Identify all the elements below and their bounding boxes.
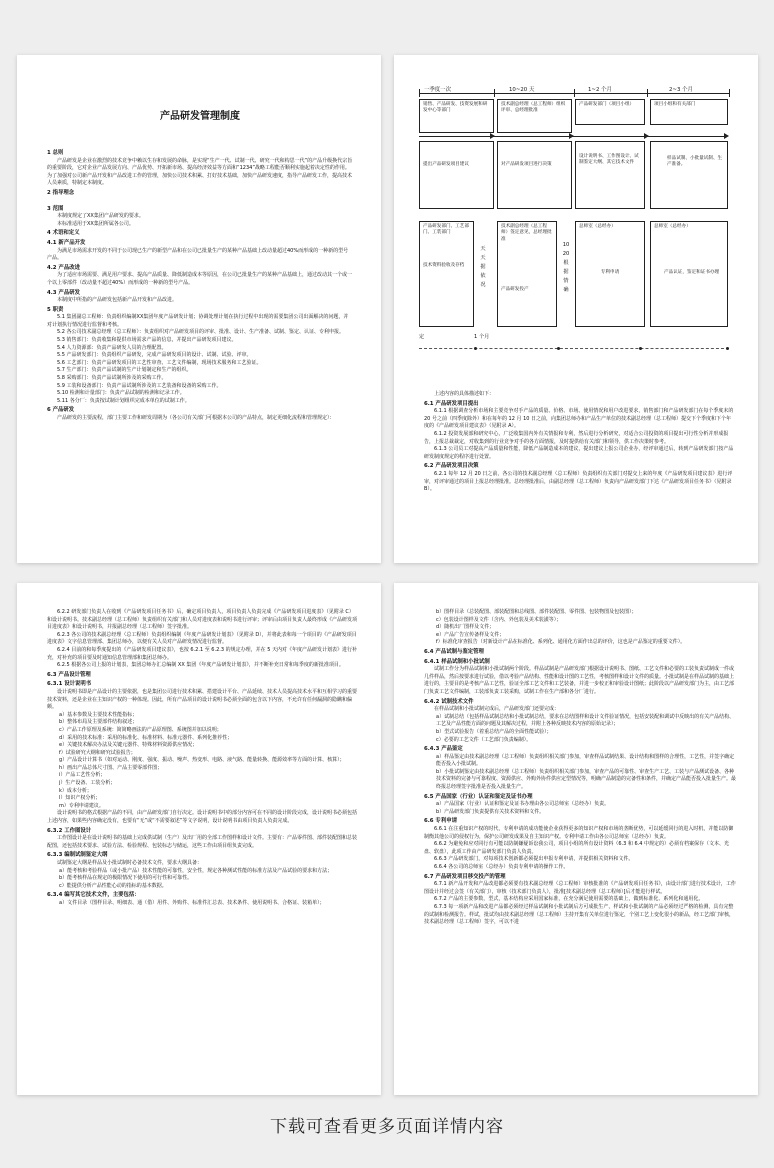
flow-box-body: 专利申请 [600,270,620,276]
list-item: b）整体布局及主要部件结构叙述； [59,719,138,726]
list-item: b）型式试验报告（着重总结产品的全面性能试验）； [436,728,552,735]
paragraph: 6.2.1 每年 12 月 20 日之前，各公司的技术副总经理（总工程师）负责组织有关部门对提交上来的年度《产品研发项目建议表》进行评审，对评审通过的项目上报总经理批准。总经理批准后，由副总经理（总工程师）负责向产品研发部门下达《产品研发项目任务书》（见附录 B）。 [424,470,733,493]
paragraph: 6.2.5 根据各公司上报的计划表，集团总师办汇总编制 XX 集团《年度产品研发计划表》，并不断补充日常和每季度的新批准项目。 [57,662,344,669]
flow-box-heading: 产品研发部门、工艺部门、工装部门 [423,224,469,236]
section-heading: 1 总则 [47,150,64,156]
section-heading: 6.3.3 编制试制鉴定大纲 [47,852,108,859]
page-4-body [424,609,736,927]
paragraph: 6.6.3 产品研发部门，对每项技术创新都必须提出申报专利申请，并提供相关资料和文件。 [434,856,634,863]
paragraph: 5.11 各分厂：负责按试制计划组织完成本单位的试制工作。 [57,397,190,404]
paragraph: 6.7.3 每一项新产品和改进产品都必须经过样品试制和小批试制后方可成批生产，样试和小批试制的产品必须经过严格的检测，具有完整的试制和检测报告。样试，批试均由技术副总经理（总工程师）主持开集有关单位进行鉴定，个别工艺上变化很小的新品，经工艺部门审核，技术副总经理（总工程师）签字，可以不进 [424,903,735,926]
section-heading: 4 术语和定义 [47,230,80,237]
list-item: c）包装设计图样及文件（含内、外包装及美术装潢等）； [436,616,562,623]
flow-box [419,221,474,327]
list-item: a）产品国家（行业）认证和鉴定及证书办理由各公司总师室（总经办）负责。 [436,801,610,808]
section-heading: 6.3 产品设计管理 [47,671,91,678]
list-item: e）产品广告宣传备样及文件； [436,631,505,638]
section-heading: 6.3.4 编写其它技术文件，主要包括： [47,892,140,899]
document-page-3 [17,583,381,1095]
paragraph: 5.5 产品研发部门：负责组织产品研发，完成产品研发项目的设计、试制、试验、评审。 [57,352,252,359]
paragraph: 本标准适用于XX集团所属各公司。 [57,220,134,227]
paragraph: 本制度规定了XX集团产品研发的要求。 [57,213,144,220]
download-more-caption: 下载可查看更多页面详情内容 [270,1117,504,1137]
paragraph: 5.1 集团副总工程师：负责组织编制XX集团年度产品研发计划；协调处理计划在执行过程中出现的需要集团公司出面解决的问题，并对计划执行情况进行监督和考核。 [47,314,349,328]
flow-box: 产品研发部门（项目小组） [575,99,645,125]
document-page-4 [394,583,758,1095]
flow-box: 销售、产品研发、技资发展和研发中心等部门 [419,99,494,133]
paragraph: 为了适应市场需要、满足用户要求、提高产品质量、降低制造成本等原因，在公司已批量生产的某种产品基础上，通过改动其一个或一个以上零部件（改动量不超过40%）而形成的一种新的型号产品。 [47,272,353,286]
page-3-body [47,609,357,908]
section-heading: 6 产品研发 [47,407,75,414]
flow-box: 提出产品研发项目建议 [419,141,494,209]
paragraph: 5.4 人力资源部：负责产品研发人员的合理配置。 [57,344,167,351]
list-item: a）文件目录（图样目录、明细表、通（借）用件、外购件、标准件汇总表、技术条件、使用说明书、合格证、装箱单）； [59,899,325,906]
list-item: l）知识产权分析； [59,795,101,802]
paragraph: 6.7.1 新产品开发和产品改进都必须要有技术副总经理（总工程师）审核批准的《产品研发项目任务书》，由设计部门进行技术设计，工作图设计并经过会签（有关部门），审核（技术部门负责人），批准[技术副总经理（总工程师）]后才能进行样试。 [424,881,736,895]
list-item: f）标准化审查报告（对新设计产品在标准化、系列化、通用化方面作出总的评价，这也是产品鉴定的重要文件）。 [436,639,686,646]
flow-note: 定 [419,334,425,340]
flow-box-body: 技术资料验收及存档 [423,262,465,268]
paragraph: 6.6.1 在注重知识产权的时代，专利申请的成功能使企业获得更多的知识产权和市场的垄断优势，可以延缓同行的进入时机，并能以防御制衡其他公司的侵权行为，保护公司研发成果及自主知识产权。专利申请工作由各公司总师室（总经办）负责。 [424,826,734,840]
list-item: j）生产设备、工装分析； [59,780,116,787]
list-item: a）能考核和考验样品（或小批产品）技术性能的可靠性，安全性，规定各种测试性能的标准方法及产品试验的要求和方法； [59,867,333,874]
paragraph: 6.2.3 各公司的技术副总经理（总工程师）负责组织编制《年度产品研发计划表》（见附录 D），并将此表和每一个项目的《产品研发项目进度表》文字信息管理部、集团总师办，以便有关人员对产品研发情况进行监督。 [47,631,357,646]
column-label: 1~2 个月 [588,87,612,93]
section-heading: 6.4 产品试制与鉴定管理 [424,648,484,655]
paragraph: 在样品试制和小批试制完成后，产品研发部门还要完成： [434,706,560,713]
section-heading: 6.1 产品研发项目提出 [424,400,479,407]
page-1-body [47,150,353,423]
paragraph: 设计说明书的格式根据产品的不同，由产品研发部门自行决定。设计说明书中的部分内容可在不同的设计阶段完成，设计说明书必须包括上述内容，如果些内容确定没有，也要有“无”或“不需要叙述”等文字说明，设计说明书由项目负责人负责完成。 [47,810,358,825]
paragraph: 6.2.4 目前的和每季度提出的《产品研发项目建议表》，也按 6.2.1 至 6.2.3 的规定办理，并在 5 天内对《年度产品研发计划表》进行补充，对补充的项目要及时通知信息管理部和集团总师办。 [47,646,357,661]
paragraph: 上述内容的具体描述如下： [434,391,495,397]
paragraph: 5.7 生产部门：负责产品试制的生产计划制定和生产的组织。 [57,367,192,374]
list-item: g）产品设计计算书（如对运动、刚度、强度、振动、噪声、热变形、电路、液气路、能量转换、能源效率等方面的计算、核算）； [59,757,345,764]
paragraph: 为满足市场需求开发的不同于公司现已生产的新型产品和在公司已批量生产的某种产品基础上改动量超过40%而形成的一种新的型号产品。 [47,247,349,262]
paragraph: 5.2 各公司技术副总经理（总工程师）：负责组织对产品研发项目的评审、批准、设计、生产准备、试制、鉴定、认证、专利申报。 [57,329,345,336]
list-item: c）能提供分析产品性能心动的指标的基本数据。 [59,882,167,889]
paragraph: 5.9 工装和设备部门：负责产品试制所涉及的工艺装备和设备的采购工作。 [57,382,222,389]
column-label: 10~20 天 [509,87,535,93]
flow-box [650,221,728,327]
section-heading: 6.7 产品研发项目移交投产的管理 [424,873,506,880]
flow-box: 对产品研发项目进行决策 [497,141,572,209]
list-item: i）产品工艺性分析； [59,772,106,779]
list-item: h）画出产品总体尺寸图、产品主要零部件图； [59,764,163,771]
section-heading: 6.3.2 工作图设计 [47,827,92,834]
list-item: b）产品研发部门负责提供有关技术资料和文件。 [436,808,545,815]
paragraph: 试制鉴定大纲是样品及小批试制时必备技术文件，要求大纲具备： [57,860,203,866]
flow-box: 设计说明书、工作图设计、试制鉴定大纲、其它技术文件 [575,141,645,209]
flow-box-heading: 总师室（总经办） [579,224,616,229]
vertical-note: 天天据依况 [480,246,486,288]
vertical-note: 10 20 根 据 情 确 [562,242,570,293]
column-label: 2~3 个月 [669,87,693,93]
list-item: c）必要的工艺文件（工艺部门负责编制）。 [436,736,532,743]
section-heading: 2 指导理念 [47,189,75,196]
list-item: f）试验研究大纲和研究试验报告； [59,749,136,756]
paragraph: 6.1.2 投资发展部和研究中心，广泛收集国内外有关情报和专利，然后进行分析研究，对适合公司投资的项目提出可行性分析并形成报告，上报总裁裁定，对收集到的行业竞争对手的各方面情报，及时提供给有关部门和领导，供工作决策时参考。 [424,430,729,445]
list-item: c）产品工作原理及系统：简简略画法的产品原理图、系统图并加以说明； [59,726,222,733]
section-heading: 6.4.3 产品鉴定 [424,746,463,753]
document-page-2 [394,55,758,563]
paragraph: 6.6.4 各公司的总师室（总经办）负责专利申请的操作工作。 [434,864,569,870]
list-item: d）随机出厂图样及文件； [436,624,495,631]
list-item: a）基本参数及主要技术性能指标； [59,711,138,718]
section-heading: 6.6 专利申请 [424,818,457,825]
paragraph: 6.1.1 根据调查分析市场和主要竞争对手产品的质量、价格、市场、使用情况和用户改进要求，销售部门和产品研发部门在每个季度末的 20 号之前（四季度除外）和在每年的 12 月 10 日之前，向集团总师办和产品生产单位的技术副总经理（总工程师）提交下个季度和下个年度的《产品研发项目建议表》（见附录 A）。 [424,408,734,430]
flow-box [497,221,557,327]
paragraph: 5.8 采购部门：负责产品试制所涉及的采购工作。 [57,375,167,382]
flow-box: 项目小组和有关部门 [650,99,728,125]
paragraph: 6.2.2 研发部门负责人在收到《产品研发项目任务书》后，确定项目负责人，项目负责人负责完成《产品研发项目进度表》（见附录 C）和设计说明书。技术副总经理（总工程师）负责组织有关部门和人员对进度表和说明书进行评审；评审后由项目负责人最终形成《产品研发项目进度表》和设计说明书，并报副总经理（总工程师）签字批准。 [47,609,358,631]
page-title: 产品研发管理制度 [160,111,240,122]
paragraph: 设计说明书即是产品设计的主要依据，也是集团公司进行技术积累、搭建设计平台、产品延续、技术人员提高技术水平和互相学习的重要技术资料，还是企业在主知识产权的一种体现。因此，所有产品项目的设计说明书必须全面的包含以下内容，不允许有任何漏洞的隐瞒和偏颇。 [47,688,358,711]
paragraph: 工作图设计是在设计说明书的基础上完成供试制（生产）及出厂用的全部工作图样和设计文件。主要有：产品零件图、部件装配图和总装配图，还包括技术要求、试验方法、检验规程、包装标志与储运，这些工作由项目组负责完成。 [47,835,358,849]
flow-box: 技术副总经理（总工程师）组织评审、总经理批准 [497,99,572,133]
section-heading: 6.5 产品国家（行业）认证和鉴定及证书办理 [424,793,533,800]
flow-box-heading: 技术副总经理（总工程师）签定意见，总经理批准 [501,224,552,242]
list-item: a）样品鉴定由技术副总经理（总工程师）负责组织相关部门参加，审查样品试制结果、设计结构和图样的合理性，工艺性，并签字确定能否投入小批试制。 [436,753,735,768]
section-heading: 6.2 产品研发项目决策 [424,463,479,470]
section-heading: 3 范围 [47,205,64,212]
flow-box-body: 产品认证，鉴定和证书办理 [664,270,720,276]
list-item: b）小批试制鉴定由技术副总经理（总工程师）负责组织相关部门参加，审查产品的可靠性、审查生产工艺、工装与产品测试设备、各种技术资料的完备与可靠程度、资源供应、外购外协件供应定型情况等，明确产品制造的完备性和条件，并确定产品能否投入批量生产。最终报总经理签字批准是否投入批量生产。 [436,768,737,791]
list-item: k）成本分析； [59,787,92,794]
column-label: 一季度一次 [424,87,451,93]
section-heading: 4.2 产品改进 [47,264,80,271]
flowchart [394,55,758,355]
paragraph: 6.1.3 公司员工对提高产品质量和性能，降低产品制造成本的建议，提出建议上报公司企业办，经评审通过后，转到产品研发部门按产品研发制度规定的程序进行处置。 [424,446,734,460]
flow-box-heading: 总师室（总经办） [654,224,691,229]
page-2-body [424,391,734,494]
flow-note: 1 个月 [474,334,490,340]
flow-box-body: 产品研发投产 [501,287,529,293]
list-item: b）图样目录（总装配图、部装配图和总线图、部件装配图、零件图、包装物图及包装图）； [436,609,637,615]
list-item: a）试制总结（包括样品试制总结和小批试制总结，要求在总结图样和设计文件验证情况，包括安装配和调试中反映出的有关产品结构、工艺及产品性能方面的问题及其解决过程，并附上各种反映技术内容的原始记录）； [436,713,735,728]
document-page-1 [17,55,381,563]
paragraph: 试制工作分为样品试制和小批试制两个阶段。样品试制是产品研发部门根据设计说明书、图纸、工艺文件和必要的工装负责试制成一件或几件样品，然后按要求进行试验，借以考验产品结构、性能和设计图的工艺性，考核图样和设计文件的质量。小批试制是在样品试制的基础上进行的，主要目的是考核产品工艺性，验证全部工艺文件和工艺装备，并进一步校正和审验设计图纸；此阶段以产品研发部门为主，由工艺部门负责工艺文件编制，工装部负责工装采购，试制工作在生产部和各分厂进行。 [424,666,735,695]
paragraph: 本制度中所指的产品研发包括新产品开发和产品改进。 [57,297,178,304]
paragraph: 6.7.2 产品的主要参数，型式，基本结构应采用国家标准，在充分满足使用需要的基础上，做到标准化、系列化和通用化。 [434,896,704,903]
section-heading: 4.1 新产品开发 [47,239,86,246]
list-item: e）关键技术解决办法及关键元器件、特殊材料资源供应情况； [59,742,198,749]
list-item: m）专利申请建议。 [59,802,104,809]
section-heading: 6.4.2 试制技术文件 [424,698,474,705]
section-heading: 4.3 产品研发 [47,289,80,296]
paragraph: 5.10 检测和计量部门：负责产品试制的检测和记录工作。 [57,390,185,397]
section-heading: 6.3.1 设计说明书 [47,681,92,688]
paragraph: 产品研发是企业在激烈的技术竞争中赖以生存和发展的命脉，是实现“生产一代、试制一代、研究一代和构思一代”的产品升级换代宗旨的重要阶段，它对企业产品发展方向、产品优势、开拓新市场、提高经济效益等方面和“1234”战略工程能否顺利实施起着决定性的作用。为了加强对公司新产品开发和产品改进工作的管理，加快公司技术积累、打好技术基础，加快产品研发速度，指导产品研发工作，提高技术人员素质，特制定本制度。 [47,157,353,187]
section-heading: 5 职责 [47,306,64,313]
paragraph: 5.6 工艺部门：负责产品研发项目的工艺性审查、工艺文件编制，现场技术服务和工艺验证。 [57,359,262,366]
list-item: d）采用的技术标准：采用的标准化、标准材料、标准元器件、系列化推荐性； [59,734,233,741]
flow-box: 样品试制、小批量试制、生产准备。 [650,141,728,209]
flow-box [575,221,645,327]
paragraph: 5.3 销售部门：负责收集和提供市场需求产品的信息，并提出产品研发项目建议。 [57,337,237,344]
list-item: b）能考核样品在规定的极限情况下使用的可行性和可靠性。 [59,875,193,882]
paragraph: 产品研发的主要流程，部门主要工作和研发周期为（各公司有关部门可根据本公司的产品特点，制定更细化流程和管理规定）： [57,415,335,421]
paragraph: 6.6.2 为避免和应对同行有可能以防制嫌疑诉讼我公司，项目小组的所有设计资料（6.3 和 6.4 中规定的）必须有档案保存（文本、光盘、软盘），此项工作由产品研发部门负责人负责。 [424,841,729,855]
section-heading: 6.4.1 样品试制和小批试制 [424,658,490,665]
spacer [47,198,353,204]
